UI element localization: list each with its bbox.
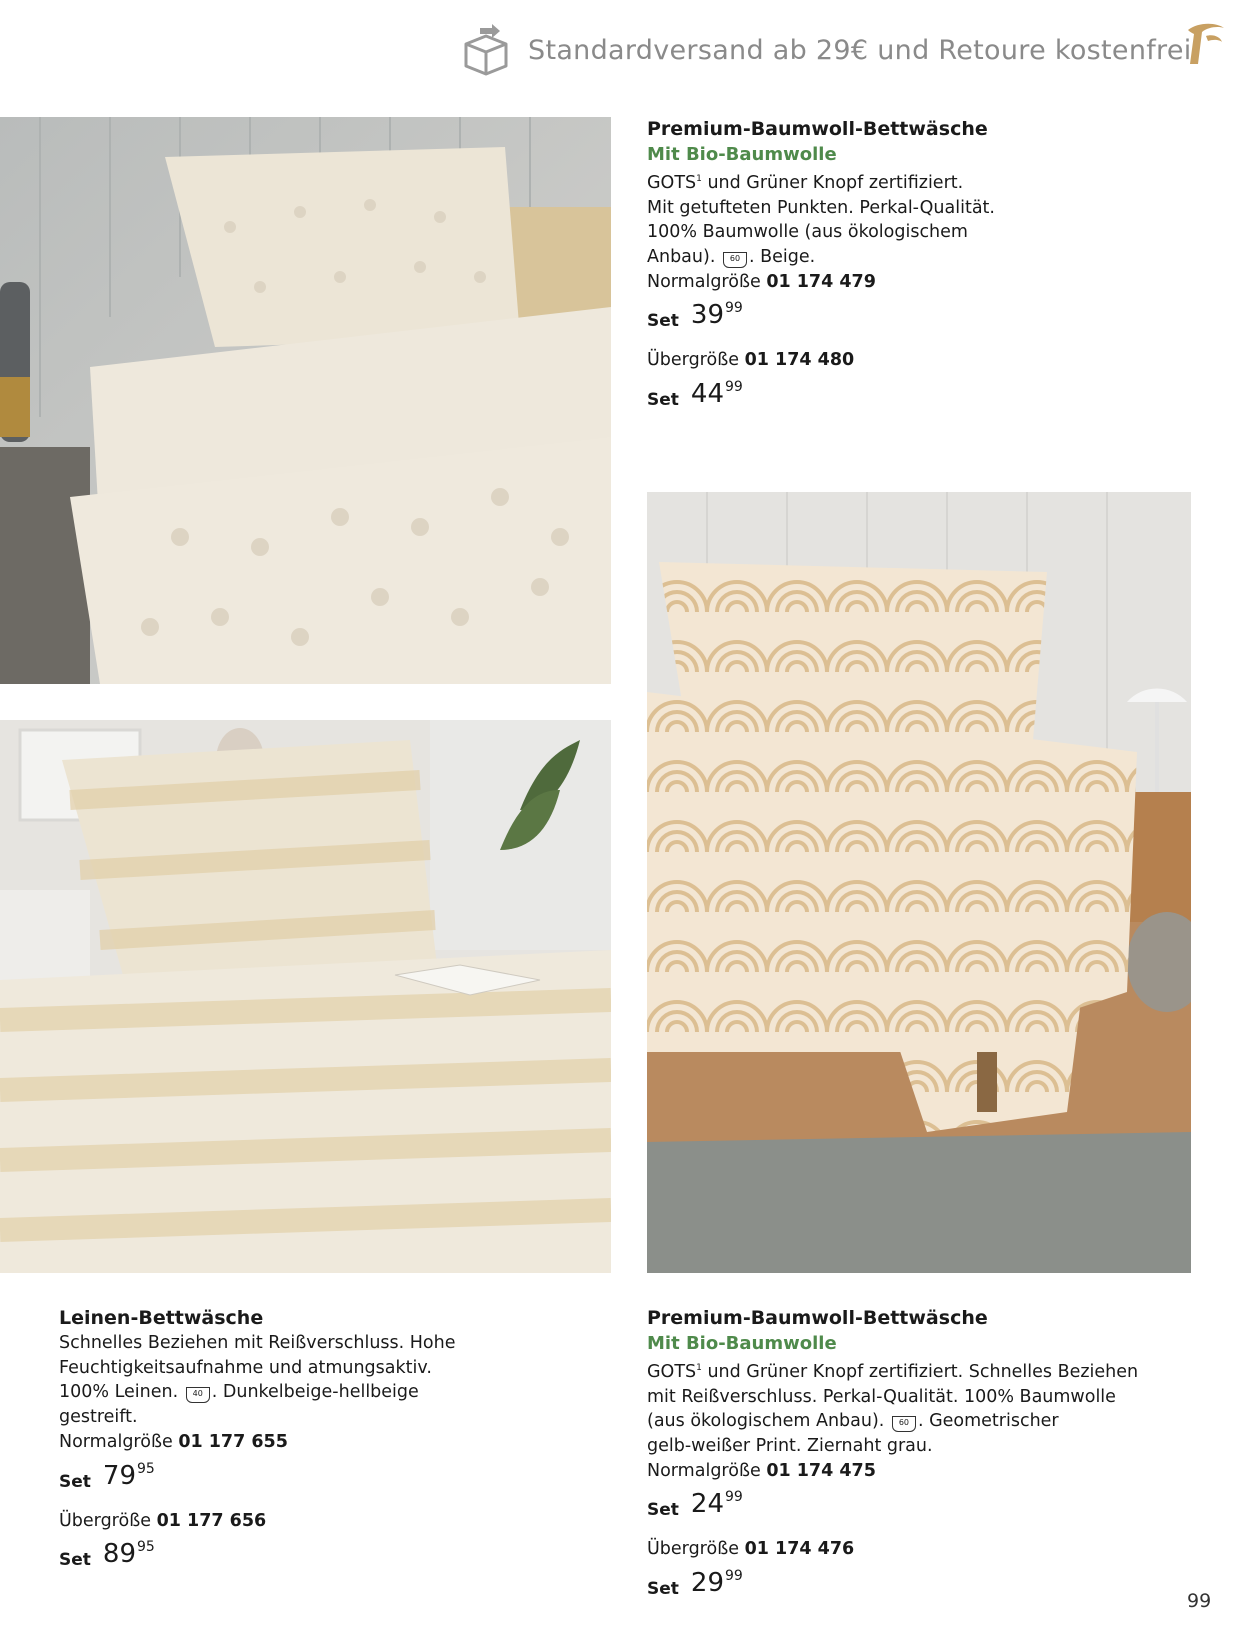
article-number: 01 177 656 — [156, 1510, 267, 1531]
description-line: Feuchtigkeitsaufnahme und atmungsaktiv. — [59, 1357, 432, 1378]
description-line: Mit getufteten Punkten. Perkal-Qualität. — [647, 197, 995, 218]
price: Set 79 95 — [59, 1460, 155, 1492]
description-line: mit Reißverschluss. Perkal-Qualität. 100% Baumwolle — [647, 1386, 1116, 1407]
description-line: gelb-weißer Print. Ziernaht grau. — [647, 1435, 933, 1456]
article-number: 01 174 480 — [744, 350, 855, 371]
price: Set 44 99 — [647, 379, 743, 411]
description-line: GOTS$^1$ und Grüner Knopf zertifiziert. — [647, 172, 964, 193]
page-number: 99 — [1187, 1590, 1212, 1612]
size-large: Übergröße 01 174 476 — [647, 1539, 855, 1560]
banner-text: Standardversand ab 29€ und Retoure kostenfrei — [528, 34, 1192, 66]
geometric-bedding-photo — [647, 492, 1191, 1273]
size-normal: Normalgröße 01 174 479 — [647, 271, 876, 292]
tufted-bedding-photo — [0, 117, 611, 684]
size-large: Übergröße 01 174 480 — [647, 350, 855, 371]
price-cents: 99 — [725, 300, 743, 317]
product-premium-cotton-tufted — [647, 116, 1207, 427]
article-number: 01 174 476 — [744, 1539, 855, 1560]
product-subtitle: Mit Bio-Baumwolle — [647, 1333, 837, 1354]
product-title: Premium-Baumwoll-Bettwäsche — [647, 118, 988, 140]
article-number: 01 174 479 — [766, 271, 876, 292]
shipping-box-icon — [458, 22, 514, 78]
size-normal: Normalgröße 01 174 475 — [647, 1460, 876, 1481]
price-cents: 99 — [725, 1568, 743, 1585]
wash-40-icon: 40 — [186, 1387, 210, 1403]
description-line: 100% Baumwolle (aus ökologischem — [647, 222, 968, 243]
price-euro: 89 — [102, 1539, 136, 1570]
description-line: 100% Leinen. 40 . Dunkelbeige-hellbeige — [59, 1382, 419, 1403]
linen-bedding-photo — [0, 720, 611, 1273]
wash-60-icon: 60 — [892, 1416, 916, 1432]
price-euro: 79 — [102, 1460, 136, 1491]
price-cents: 95 — [137, 1460, 155, 1477]
price-euro: 29 — [690, 1568, 724, 1599]
description-line: Anbau). 60 . Beige. — [647, 246, 816, 267]
price: Set 89 95 — [59, 1539, 155, 1571]
shipping-banner — [458, 18, 1218, 82]
size-normal: Normalgröße 01 177 655 — [59, 1431, 288, 1452]
description-line: GOTS$^1$ und Grüner Knopf zertifiziert. Schnelles Beziehen — [647, 1361, 1139, 1382]
wash-60-icon: 60 — [723, 252, 747, 268]
description-line: (aus ökologischem Anbau). 60 . Geometrischer — [647, 1411, 1059, 1432]
product-subtitle: Mit Bio-Baumwolle — [647, 144, 837, 165]
price-euro: 39 — [690, 300, 724, 331]
product-title: Premium-Baumwoll-Bettwäsche — [647, 1307, 988, 1329]
price: Set 29 99 — [647, 1568, 743, 1600]
price: Set 39 99 — [647, 300, 743, 332]
size-large: Übergröße 01 177 656 — [59, 1510, 267, 1531]
product-premium-cotton-geometric — [647, 1305, 1227, 1616]
product-title: Leinen-Bettwäsche — [59, 1307, 264, 1329]
price-cents: 99 — [725, 379, 743, 396]
price-cents: 95 — [137, 1539, 155, 1556]
article-number: 01 177 655 — [178, 1431, 288, 1452]
article-number: 01 174 475 — [766, 1460, 876, 1481]
description-line: gestreift. — [59, 1407, 138, 1428]
price-euro: 44 — [690, 379, 724, 410]
price-euro: 24 — [690, 1489, 724, 1520]
description-line: Schnelles Beziehen mit Reißverschluss. Hohe — [59, 1333, 456, 1353]
price: Set 24 99 — [647, 1489, 743, 1521]
tchibo-logo[interactable] — [1184, 20, 1228, 70]
price-cents: 99 — [725, 1489, 743, 1506]
product-linen — [59, 1305, 619, 1587]
